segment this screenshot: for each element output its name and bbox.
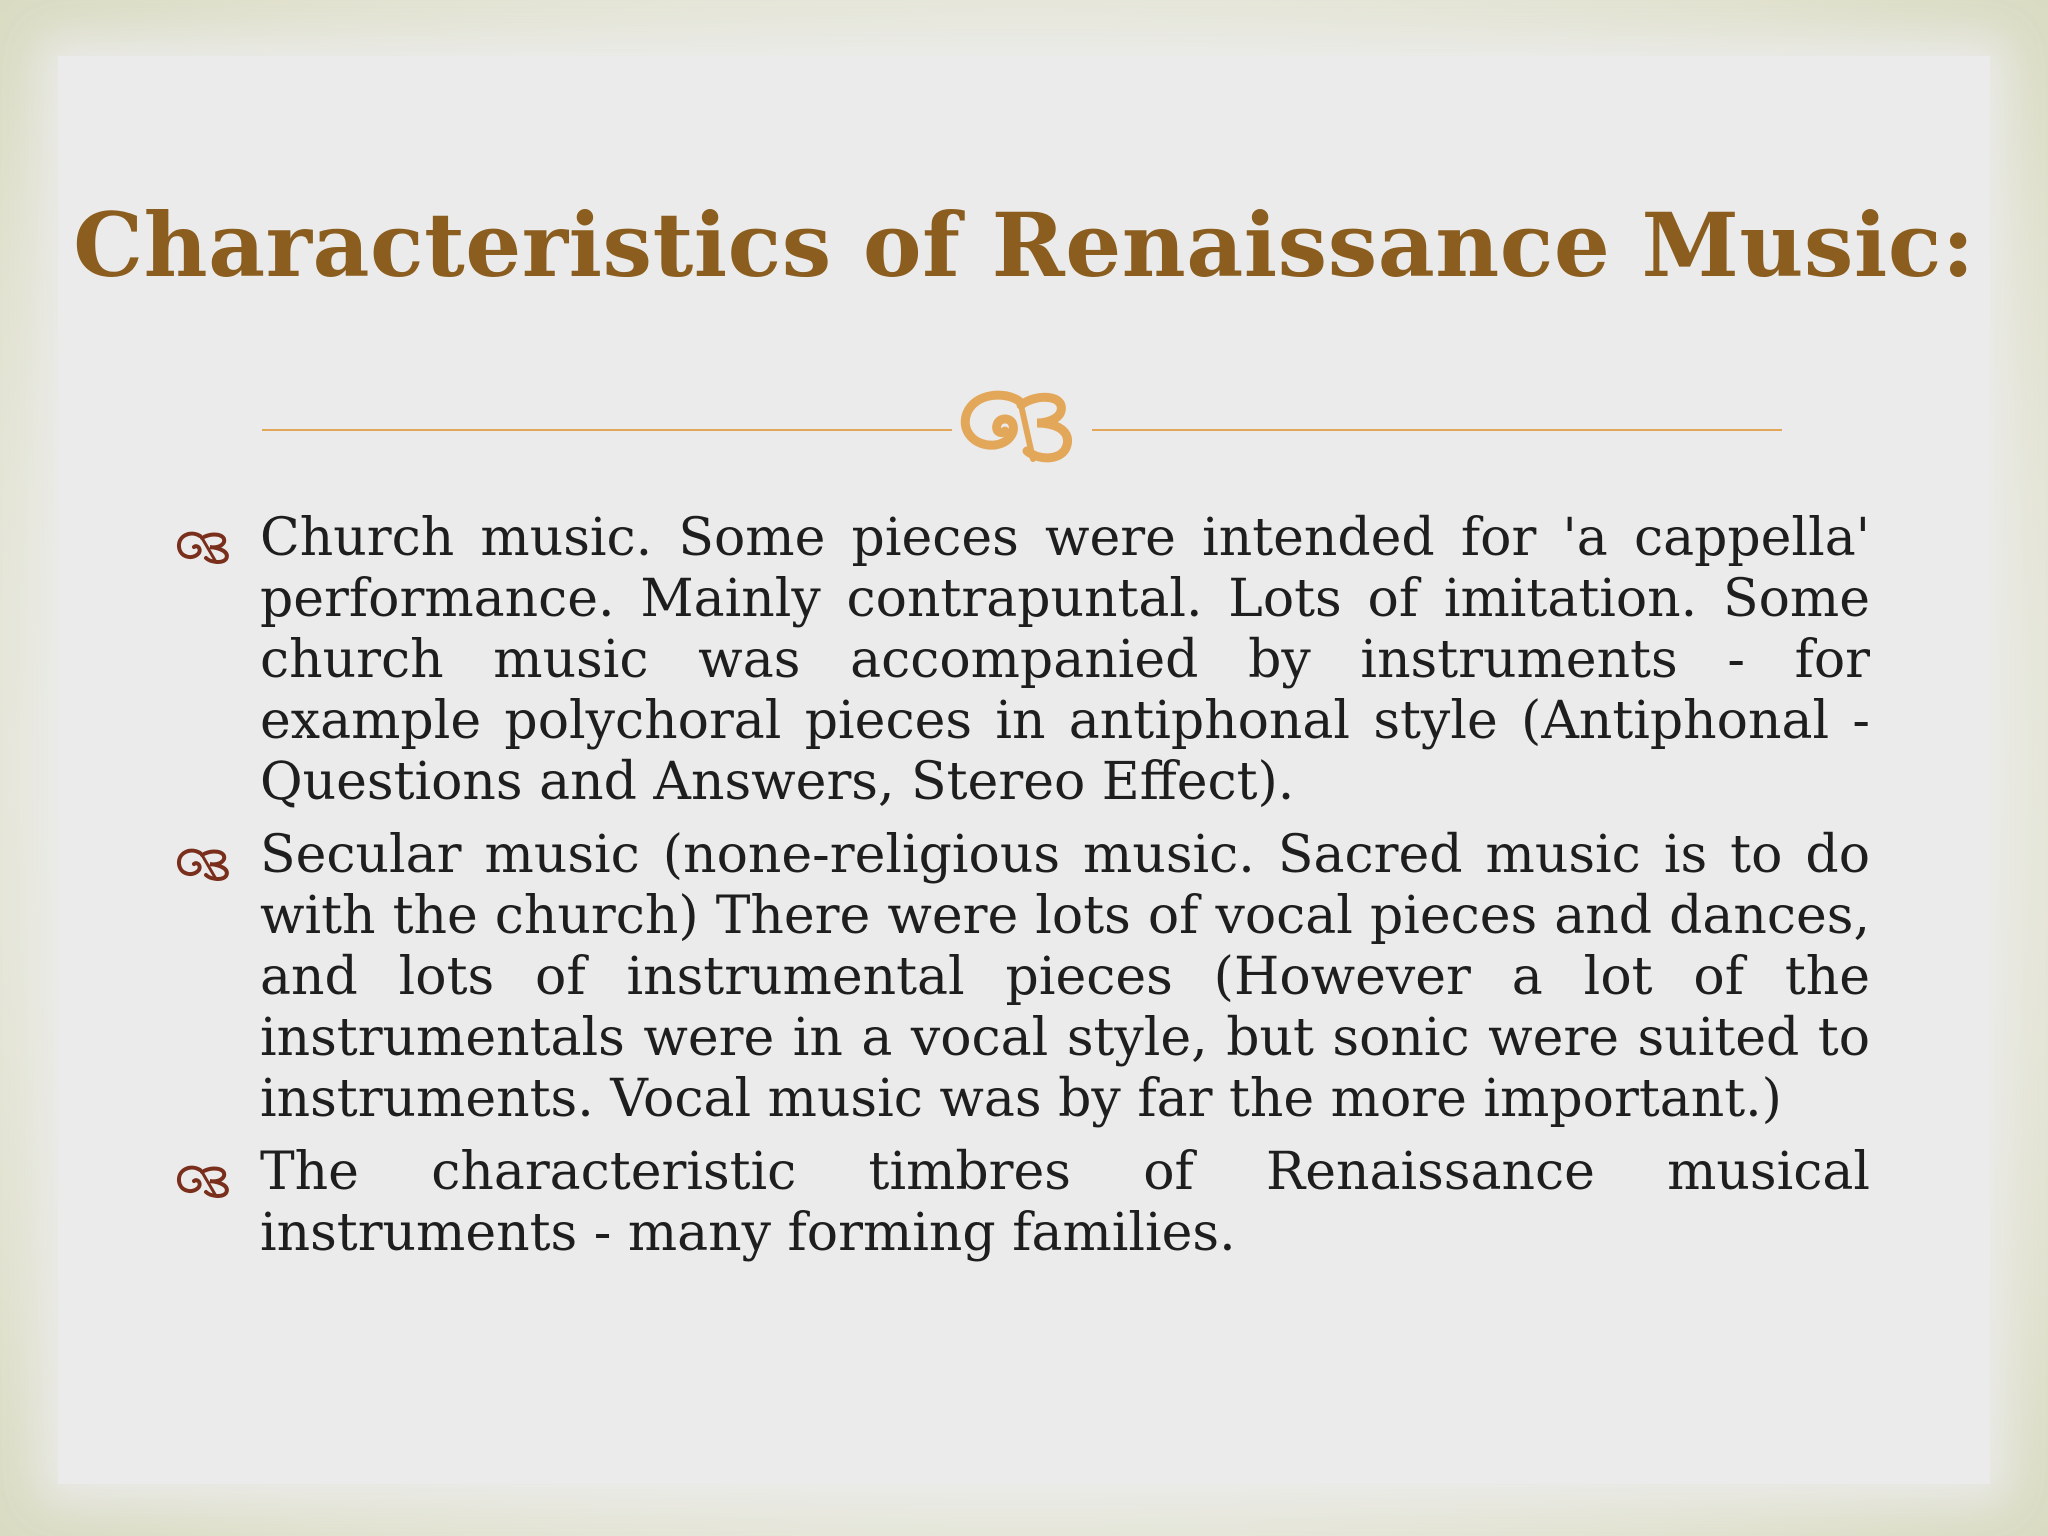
bullet-list: [170, 508, 1870, 1276]
bullet-text: The characteristic timbres of Renaissance musical instruments - many forming families.: [260, 1142, 1870, 1263]
flourish-bullet-icon: [176, 1164, 238, 1198]
bullet-item-secular-music: [170, 825, 1870, 1130]
flourish-bullet-icon: [176, 530, 238, 564]
divider-line-right: [1092, 429, 1782, 431]
bullet-text: Church music. Some pieces were intended for 'a cappella' performance. Mainly contrapuntal. Lots of imitation. Some church music was accompanied by instruments - for example polychoral pieces in antiphonal style (Antiphonal - Questions and Answers, Stereo Effect).: [260, 508, 1870, 812]
divider-line-left: [262, 429, 952, 431]
slide-title: Characteristics of Renaissance Music:: [73, 193, 1975, 297]
bullet-item-instrument-timbres: [170, 1142, 1870, 1264]
bullet-text: Secular music (none-religious music. Sacred music is to do with the church) There were lots of vocal pieces and dances, and lots of instrumental pieces (However a lot of the instrumentals were in a vocal style, but sonic were suited to instruments. Vocal music was by far the more important.): [260, 825, 1870, 1129]
bullet-item-church-music: [170, 508, 1870, 813]
flourish-bullet-icon: [176, 847, 238, 881]
flourish-ornament-icon: [957, 385, 1087, 465]
title-divider: [262, 385, 1782, 465]
